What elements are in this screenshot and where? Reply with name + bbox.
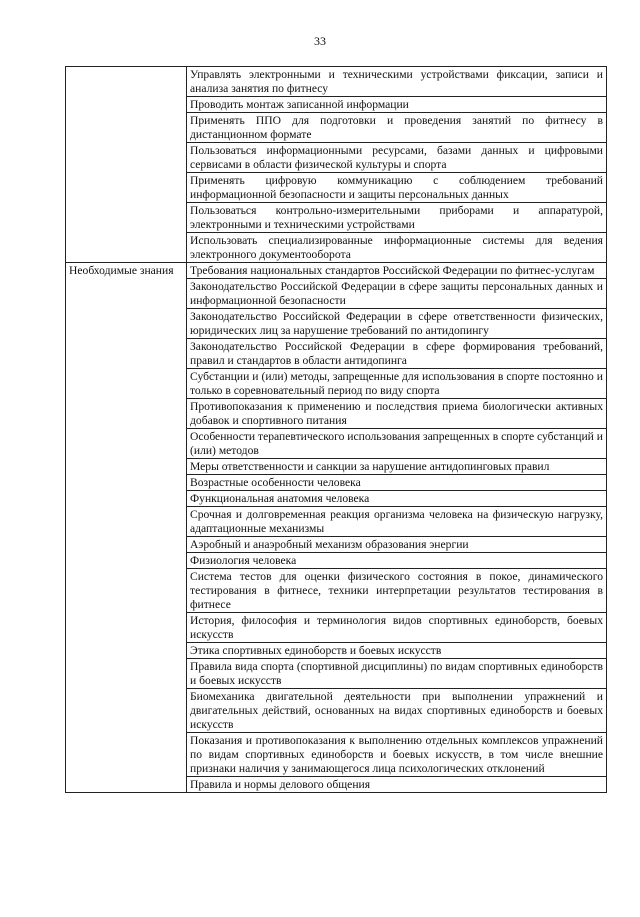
knowledge-item: Законодательство Российской Федерации в сфере защиты персональных данных и информационной безопасности xyxy=(187,279,607,309)
knowledge-item: Этика спортивных единоборств и боевых искусств xyxy=(187,643,607,659)
skill-item: Управлять электронными и техническими устройствами фиксации, записи и анализа занятия по фитнесу xyxy=(187,67,607,97)
knowledge-item: Функциональная анатомия человека xyxy=(187,491,607,507)
skill-item: Пользоваться информационными ресурсами, базами данных и цифровыми сервисами в области физической культуры и спорта xyxy=(187,143,607,173)
section-label-knowledge: Необходимые знания xyxy=(66,263,187,793)
knowledge-item: Срочная и долговременная реакция организма человека на физическую нагрузку, адаптационные механизмы xyxy=(187,507,607,537)
knowledge-item: История, философия и терминология видов спортивных единоборств, боевых искусств xyxy=(187,613,607,643)
knowledge-item: Физиология человека xyxy=(187,553,607,569)
page-number: 33 xyxy=(314,34,326,48)
table-body xyxy=(66,67,607,793)
left-cell-empty xyxy=(66,67,187,263)
knowledge-item: Законодательство Российской Федерации в сфере формирования требований, правил и стандартов в области антидопинга xyxy=(187,339,607,369)
knowledge-item: Противопоказания к применению и последствия приема биологически активных добавок и спортивного питания xyxy=(187,399,607,429)
knowledge-item: Биомеханика двигательной деятельности при выполнении упражнений и двигательных действий, основанных на видах спортивных единоборств и боевых искусств xyxy=(187,689,607,733)
skill-item: Пользоваться контрольно-измерительными приборами и аппаратурой, электронными и техническими устройствами xyxy=(187,203,607,233)
requirements-table xyxy=(65,66,607,793)
knowledge-item: Меры ответственности и санкции за нарушение антидопинговых правил xyxy=(187,459,607,475)
skill-item: Проводить монтаж записанной информации xyxy=(187,97,607,113)
table-row xyxy=(66,263,607,279)
knowledge-item: Особенности терапевтического использования запрещенных в спорте субстанций и (или) методов xyxy=(187,429,607,459)
knowledge-item: Система тестов для оценки физического состояния в покое, динамического тестирования в фитнесе, техники интерпретации результатов тестирования в фитнесе xyxy=(187,569,607,613)
knowledge-item: Аэробный и анаэробный механизм образования энергии xyxy=(187,537,607,553)
skill-item: Использовать специализированные информационные системы для ведения электронного документооборота xyxy=(187,233,607,263)
knowledge-item: Законодательство Российской Федерации в сфере ответственности физических, юридических лиц за нарушение требований по антидопингу xyxy=(187,309,607,339)
table-row xyxy=(66,67,607,97)
knowledge-item: Субстанции и (или) методы, запрещенные для использования в спорте постоянно и только в соревновательный период по виду спорта xyxy=(187,369,607,399)
knowledge-item: Показания и противопоказания к выполнению отдельных комплексов упражнений по видам спортивных единоборств и боевых искусств, в том числе внешние признаки наличия у занимающегося лица психологических отклонений xyxy=(187,733,607,777)
knowledge-item: Правила и нормы делового общения xyxy=(187,777,607,793)
skill-item: Применять цифровую коммуникацию с соблюдением требований информационной безопасности и защиты персональных данных xyxy=(187,173,607,203)
knowledge-item: Правила вида спорта (спортивной дисциплины) по видам спортивных единоборств и боевых искусств xyxy=(187,659,607,689)
knowledge-item: Требования национальных стандартов Российской Федерации по фитнес-услугам xyxy=(187,263,607,279)
knowledge-item: Возрастные особенности человека xyxy=(187,475,607,491)
skill-item: Применять ППО для подготовки и проведения занятий по фитнесу в дистанционном формате xyxy=(187,113,607,143)
